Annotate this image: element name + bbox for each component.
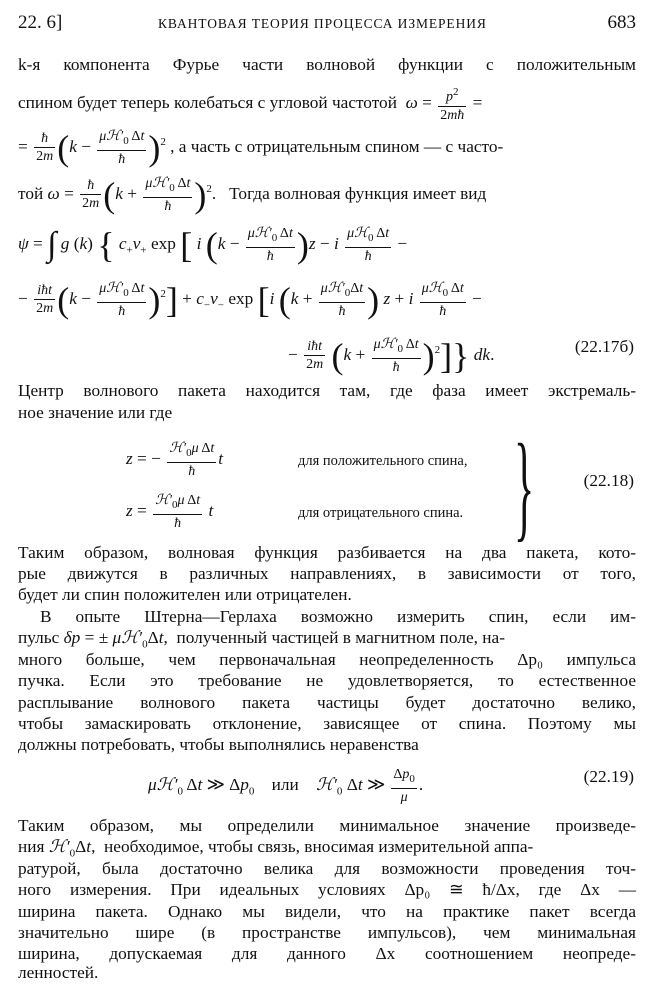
text-line: будет ли спин положителен или отрицателен. [18, 585, 352, 604]
text-fragment: Тогда волновая функция имеет вид [229, 183, 487, 203]
formula-line: той ω = $\frac{ħ}{2m}$ (k + $\frac{\mu ℋ'_0 \Delta t}{ħ}$ )$^2$. Тогда волновая функция имеет вид [18, 174, 487, 215]
text-line: много больше, чем первоначальная неопределенность Δp₀ импульса [18, 650, 636, 669]
text-line [18, 84, 482, 124]
formula-line: − $\frac{\text{iħt}}{2m}$ (k − $\frac{\mu ℋ'_0 \Delta t}{ħ}$ )$^2] + c_-v_-$ exp [i (k + $\frac{\mu ℋ'_0\Delta t}{ħ}$ ) z + i $\frac{\mu ℋ_0 \Delta t}{ħ}$ − [18, 279, 482, 320]
text-line: ширина пакета. Однако мы видели, что на практике пакет всегда [18, 902, 636, 921]
page-number: 683 [607, 12, 636, 33]
text-line: должны потребовать, чтобы выполнялись неравенства [18, 735, 419, 754]
text-line: Центр волнового пакета находится там, где фаза имеет экстремаль- [18, 381, 636, 400]
text-line: рые движутся в различных направлениях, в зависимости от того, [18, 564, 636, 583]
text-line: ния $ℋ'_0\Delta t$, необходимое, чтобы связь, вносимая измерительной аппа- [18, 837, 534, 860]
text-line: В опыте Штерна—Герлаха возможно измерить спин, если им- [40, 607, 636, 626]
formula-line: ψ = ∫ g (k) { $c_+v_+$ exp [ i (k − $\frac{\mu ℋ'_0 \Delta t}{ħ}$ )z − i $\frac{\mu ℋ_0 \Delta t}{ħ}$ − [18, 224, 408, 265]
equation-number: (22.18) [583, 471, 634, 490]
text-fragment: ния [18, 837, 45, 856]
text-line: k-я компонента Фурье части волновой функции с положительным [18, 55, 636, 74]
text-line: Таким образом, волновая функция разбивается на два пакета, кото- [18, 543, 636, 562]
text-line: пульс δp = ± $\mu ℋ'_0\Delta t$, полученный частицей в магнитном поле, на- [18, 628, 505, 651]
text-fragment: , а часть с отрицательным спином — с часто- [170, 136, 504, 156]
equation-number: (22.19) [583, 767, 634, 786]
text-line: ное значение или где [18, 403, 173, 422]
formula-line: = $\frac{ħ}{2m}$ (k − $\frac{\mu ℋ'_0 \Delta t}{ħ}$ )$^2$ , а часть с отрицательным спином — с часто- [18, 127, 504, 168]
running-header [18, 12, 636, 40]
formula-line: z = $\frac{ℋ'_0\mu \Delta t}{ħ}$ t [126, 493, 214, 531]
text-fragment: или [271, 774, 299, 794]
text-fragment: полученный частицей в магнитном поле, на- [176, 628, 505, 647]
running-title: КВАНТОВАЯ ТЕОРИЯ ПРОЦЕССА ИЗМЕРЕНИЯ [158, 16, 487, 31]
text-line: значительно шире (в пространстве импульсов), чем минимальная [18, 923, 636, 942]
case-label: для положительного спина, [298, 453, 468, 469]
text-line: ленностей. [18, 963, 99, 982]
text-line: Таким образом, мы определили минимальное значение произведе- [18, 816, 636, 835]
formula-line: z = − $\frac{ℋ'_0\mu \Delta t}{ħ}$ t [126, 441, 224, 479]
text-line: расплывание волнового пакета частицы будет достаточно велико, [18, 693, 636, 712]
text-fragment: пульс [18, 628, 60, 647]
text-line: ратурой, была достаточно велика для возможности проведения точ- [18, 859, 636, 878]
formula-line: $\mu ℋ'_0$ Δt ≫ $\Delta p_0$ или $ℋ'_0$ Δt ≫ $\frac{\Delta p_0}{\mu}$ . [148, 767, 424, 805]
equation-number: (22.17б) [574, 337, 634, 356]
formula-omega-plus: ω = $\frac{p^2}{2mħ}$ = [405, 86, 483, 123]
text-fragment: спином будет теперь колебаться с угловой частотой [18, 92, 397, 112]
formula-line: − $\frac{\text{iħt}}{2m}$ (k + $\frac{\mu ℋ'_0 \Delta t}{ħ}$ )$^2$]} dk. [288, 335, 495, 376]
right-brace: } [514, 419, 535, 552]
case-label: для отрицательного спина. [298, 505, 464, 521]
text-line: чтобы замаскировать отклонение, зависящее от спина. Поэтому мы [18, 714, 636, 733]
text-fragment: необходимое, чтобы связь, вносимая измерительной аппа- [104, 837, 534, 856]
section-number: 22. 6] [18, 12, 63, 33]
text-line: пучка. Если это требование не удовлетворяется, то естественное [18, 671, 636, 690]
text-line: ного измерения. При идеальных условиях Δp₀ ≅ ħ/Δx, где Δx — [18, 880, 636, 899]
text-line: ширина, допускаемая для данного Δx соотношением неопреде- [18, 944, 636, 963]
text-fragment: той [18, 183, 44, 203]
